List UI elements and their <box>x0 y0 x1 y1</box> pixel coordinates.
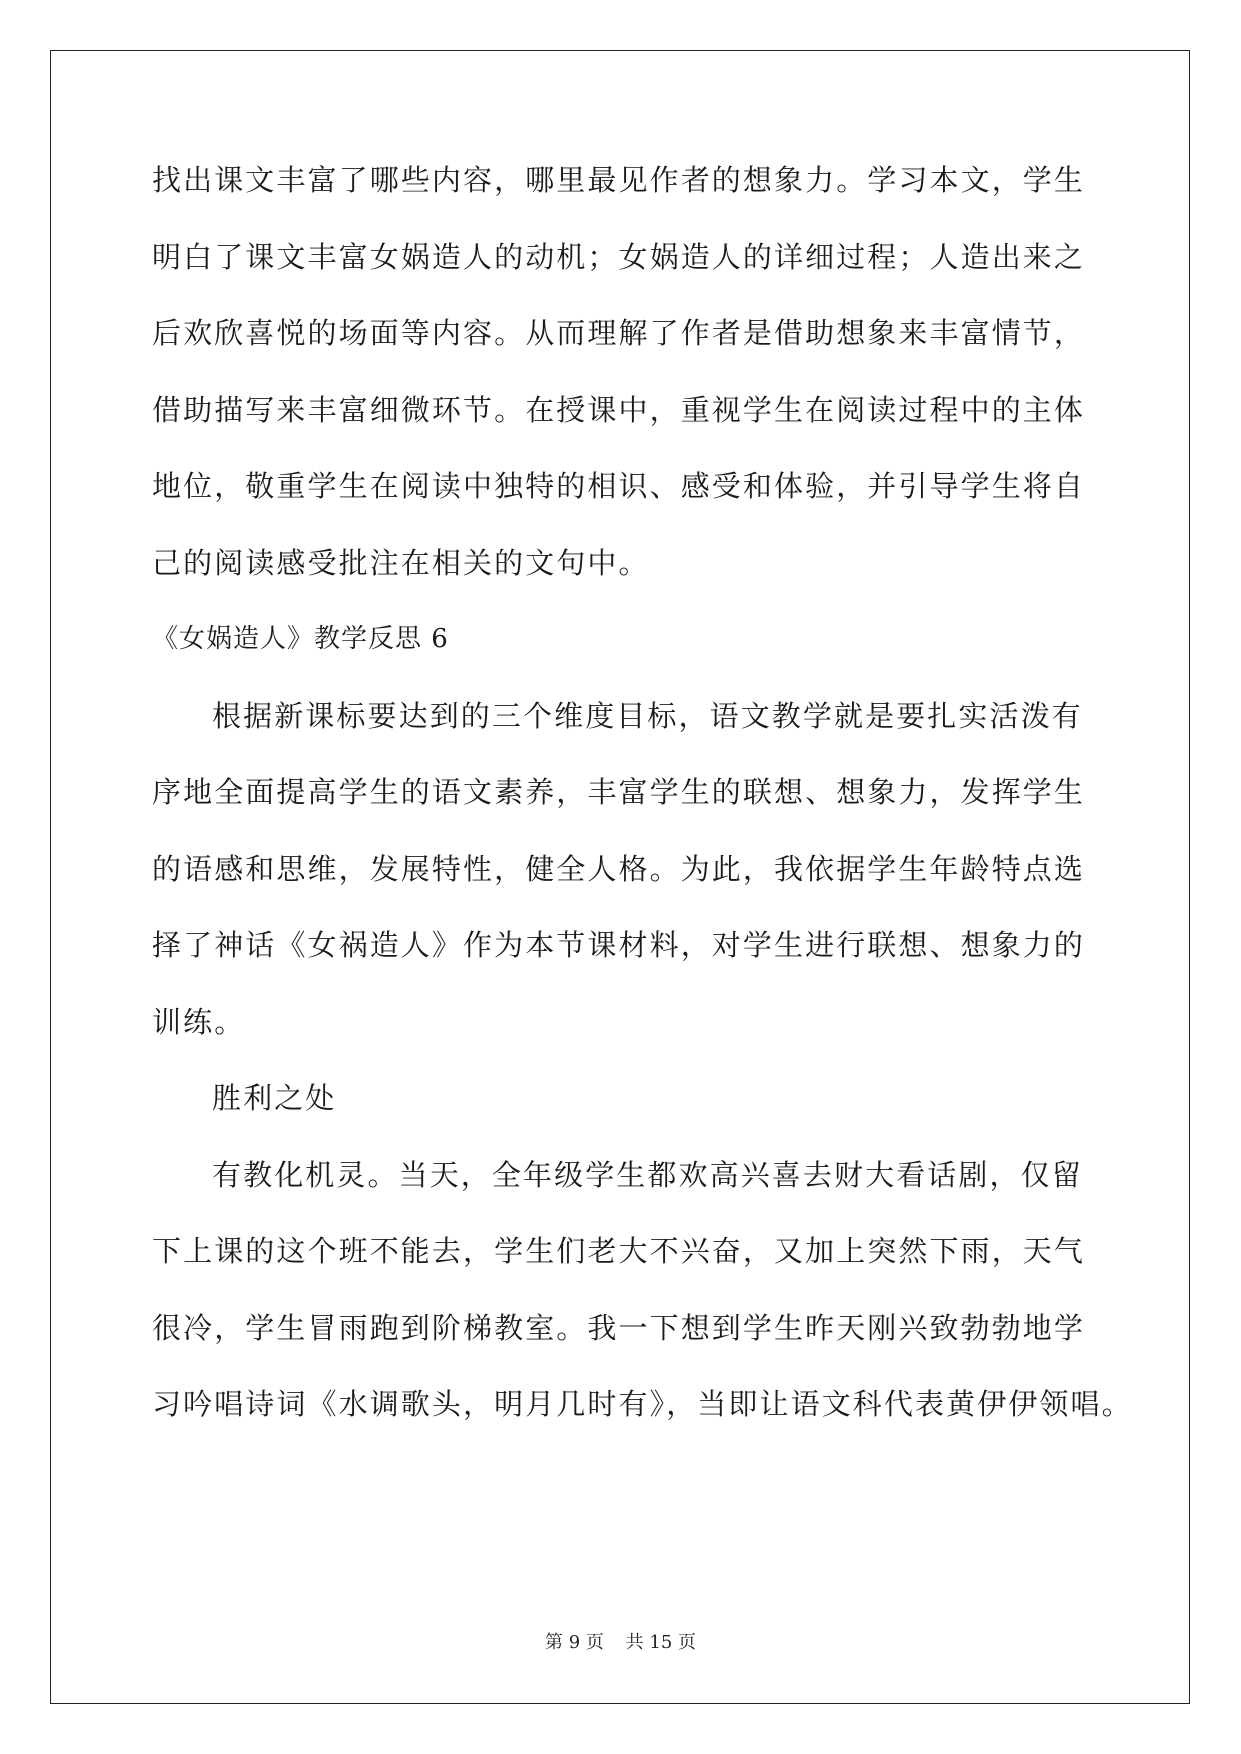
paragraph-line: 地位，敬重学生在阅读中独特的相识、感受和体验，并引导学生将自 <box>152 469 1086 503</box>
paragraph-line: 己的阅读感受批注在相关的文句中。 <box>152 545 650 580</box>
paragraph-line: 习吟唱诗词《水调歌头，明月几时有》，当即让语文科代表黄伊伊领唱。 <box>152 1387 1133 1421</box>
paragraph-line: 序地全面提高学生的语文素养，丰富学生的联想、想象力，发挥学生 <box>152 775 1086 809</box>
paragraph-line: 择了神话《女祸造人》作为本节课材料，对学生进行联想、想象力的 <box>152 928 1086 962</box>
paragraph-line: 训练。 <box>152 1004 246 1039</box>
page-total: 共 15 页 <box>625 1632 696 1653</box>
paragraph-line: 下上课的这个班不能去，学生们老大不兴奋，又加上突然下雨，天气 <box>152 1234 1086 1268</box>
page-footer <box>0 1628 1241 1654</box>
paragraph-line: 明白了课文丰富女娲造人的动机；女娲造人的详细过程；人造出来之 <box>152 239 1086 274</box>
paragraph-line: 很冷，学生冒雨跑到阶梯教室。我一下想到学生昨天刚兴致勃勃地学 <box>152 1310 1086 1345</box>
section-heading: 《女娲造人》教学反思 6 <box>152 624 449 654</box>
page-number: 第 9 页 <box>545 1632 604 1653</box>
paragraph-line: 根据新课标要达到的三个维度目标，语文教学就是要扎实活泼有 <box>212 698 1083 733</box>
paragraph-line: 后欢欣喜悦的场面等内容。从而理解了作者是借助想象来丰富情节， <box>152 316 1086 350</box>
document-body <box>152 160 1133 1461</box>
paragraph-line: 借助描写来丰富细微环节。在授课中，重视学生在阅读过程中的主体 <box>152 392 1086 427</box>
paragraph-line: 有教化机灵。当天，全年级学生都欢高兴喜去财大看话剧，仅留 <box>212 1157 1083 1192</box>
subheading: 胜利之处 <box>212 1081 337 1115</box>
paragraph-line: 找出课文丰富了哪些内容，哪里最见作者的想象力。学习本文，学生 <box>152 163 1086 197</box>
paragraph-line: 的语感和思维，发展特性，健全人格。为此，我依据学生年龄特点选 <box>152 851 1086 886</box>
